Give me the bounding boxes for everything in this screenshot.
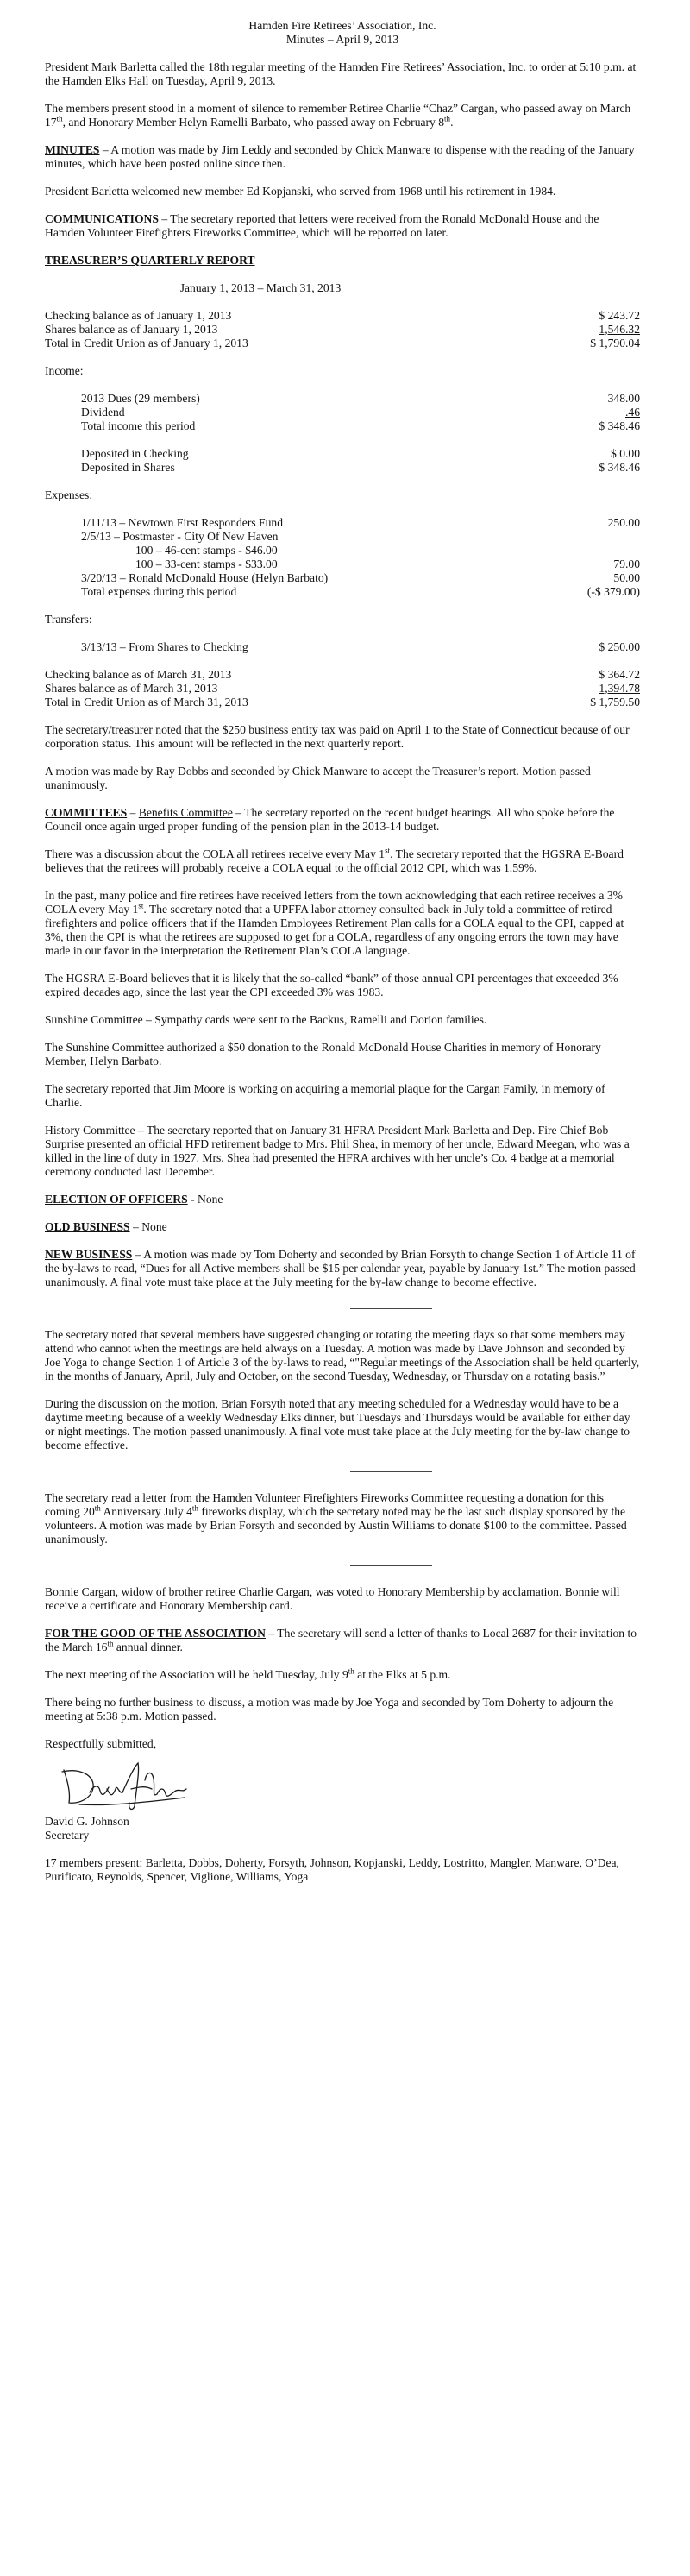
committees-paragraph: COMMITTEES – Benefits Committee – The secretary reported on the recent budget hearings. All who spoke before the Council once again urged proper funding of the pension plan in the 2013-14 budget.: [45, 806, 615, 833]
ledger-row: Checking balance as of January 1, 2013 $ 243.72: [45, 309, 640, 322]
new-business-paragraph: NEW BUSINESS – A motion was made by Tom Doherty and seconded by Brian Forsyth to change Section 1 of Article 11 of the by-laws to read, “Dues for all Active members shall be $15 per calendar year, payable by January 1st.” The motion passed unanimously. A final vote must take place at the July meeting for the by-law change to become effective.: [45, 1248, 636, 1288]
expenses-label: Expenses:: [45, 488, 93, 501]
transfers-label: Transfers:: [45, 613, 92, 626]
election-heading: ELECTION OF OFFICERS: [45, 1193, 188, 1206]
rotate-discussion-paragraph: During the discussion on the motion, Brian Forsyth noted that any meeting scheduled for a Wednesday would have to be a daytime meeting because of a weekly Wednesday Elks dinner, but Tuesdays and Thursdays would be available for either day or night meetings. The motion passed unanimously. A final vote must take place at the July meeting for the by-law change to become effective.: [45, 1397, 630, 1452]
plaque-paragraph: The secretary reported that Jim Moore is working on acquiring a memorial plaque for the Cargan Family, in memory of Charlie.: [45, 1082, 605, 1109]
ledger-row: Shares balance as of January 1, 2013 1,546.32: [45, 323, 640, 336]
opening-balances: [45, 309, 640, 350]
treasurer-heading: TREASURER’S QUARTERLY REPORT: [45, 254, 255, 267]
minutes-paragraph: MINUTES – A motion was made by Jim Leddy and seconded by Chick Manware to dispense with the reading of the January minutes, which have been posted online since then.: [45, 143, 635, 170]
ledger-row: 100 – 33-cent stamps - $33.00 79.00: [135, 557, 640, 570]
ledger-row: 1/11/13 – Newtown First Responders Fund 250.00: [81, 516, 640, 529]
ledger-row: Deposited in Shares $ 348.46: [81, 461, 640, 474]
opening-paragraph: President Mark Barletta called the 18th regular meeting of the Hamden Fire Retirees’ Association, Inc. to order at 5:10 p.m. at the Hamden Elks Hall on Tuesday, April 9, 2013.: [45, 60, 637, 87]
org-title: Hamden Fire Retirees’ Association, Inc.: [248, 19, 436, 32]
ledger-row: Shares balance as of March 31, 2013 1,394.78: [45, 682, 640, 695]
ledger-row: Total income this period $ 348.46: [81, 419, 640, 432]
welcome-paragraph: President Barletta welcomed new member Ed Kopjanski, who served from 1968 until his retirement in 1984.: [45, 185, 556, 198]
next-meeting-paragraph: The next meeting of the Association will be held Tuesday, July 9th at the Elks at 5 p.m.: [45, 1666, 451, 1681]
cola-paragraph-3: The HGSRA E-Board believes that it is likely that the so-called “bank” of those annual CPI percentages that exceeded 3% expired decades ago, since the last year the CPI exceeded 3% was 1983.: [45, 972, 618, 998]
ledger-row: 3/13/13 – From Shares to Checking $ 250.00: [81, 640, 640, 653]
rotate-paragraph: The secretary noted that several members have suggested changing or rotating the meeting days so that some members may attend who cannot when the meetings are held always on a Tuesday. A motion was made by Dave Johnson and seconded by Joe Yoga to change Section 1 of Article 3 of the by-laws to read, “"Regular meetings of the Association shall be held quarterly, in the months of January, April, July and October, on the second Tuesday, Wednesday, or Thursday on a rotating basis.”: [45, 1328, 640, 1382]
sunshine-paragraph-2: The Sunshine Committee authorized a $50 donation to the Ronald McDonald House Charities in memory of Honorary Member, Helyn Barbato.: [45, 1041, 601, 1068]
communications-paragraph: COMMUNICATIONS – The secretary reported that letters were received from the Ronald McDonald House and the Hamden Volunteer Firefighters Fireworks Committee, which will be reported on later.: [45, 212, 599, 239]
ledger-row: Deposited in Checking $ 0.00: [81, 447, 640, 460]
committees-heading: COMMITTEES: [45, 806, 128, 819]
silence-paragraph: The members present stood in a moment of silence to remember Retiree Charlie “Chaz” Cargan, who passed away on March 17th, and Honorary Member Helyn Ramelli Barbato, who passed away on February 8th.: [45, 102, 631, 129]
ledger-row: 3/20/13 – Ronald McDonald House (Helyn Barbato) 50.00: [81, 571, 640, 584]
income-label: Income:: [45, 364, 84, 377]
good-of-association-heading: FOR THE GOOD OF THE ASSOCIATION: [45, 1627, 266, 1640]
ledger-row: 2/5/13 – Postmaster - City Of New Haven: [81, 530, 279, 543]
ledger-row: Dividend .46: [81, 406, 640, 419]
ledger-row: Total in Credit Union as of March 31, 2013 $ 1,759.50: [45, 696, 640, 709]
ledger-row: Checking balance as of March 31, 2013 $ 364.72: [45, 668, 640, 681]
old-business-heading: OLD BUSINESS: [45, 1220, 130, 1233]
income-list: [45, 392, 640, 433]
new-business-heading: NEW BUSINESS: [45, 1248, 133, 1261]
minutes-heading: MINUTES: [45, 143, 100, 156]
respectfully-submitted: Respectfully submitted,: [45, 1737, 157, 1750]
honorary-paragraph: Bonnie Cargan, widow of brother retiree Charlie Cargan, was voted to Honorary Membership by acclamation. Bonnie will receive a certificate and Honorary Membership card.: [45, 1585, 620, 1612]
closing-balances: [45, 668, 640, 709]
good-of-association-paragraph: FOR THE GOOD OF THE ASSOCIATION – The secretary will send a letter of thanks to Local 2687 for their invitation to the March 16th annual dinner.: [45, 1627, 637, 1653]
handwritten-signature: [55, 1754, 193, 1815]
communications-heading: COMMUNICATIONS: [45, 212, 159, 225]
history-paragraph: History Committee – The secretary reported that on January 31 HFRA President Mark Barletta and Dep. Fire Chief Bob Surprise presented an official HFD retirement badge to Mrs. Phil Shea, in memory of her uncle, Edward Meegan, who was a killed in the line of duty in 1927. Mrs. Shea had presented the HFRA archives with her uncle’s Co. 4 badge at a memorial ceremony conducted last December.: [45, 1124, 630, 1178]
treasurer-motion: A motion was made by Ray Dobbs and seconded by Chick Manware to accept the Treasurer’s report. Motion passed unanimously.: [45, 765, 591, 791]
minutes-date: Minutes – April 9, 2013: [285, 33, 399, 46]
cola-paragraph-2: In the past, many police and fire retirees have received letters from the town acknowledging that each retiree receives a 3% COLA every May 1st. The secretary noted that a UPFFA labor attorney consulted back in July told a committee of retired firefighters and police officers that if the Hamden Employees Retirement Plan calls for a COLA equal to the CPI, capped at 3%, then the CPI is what the retirees are supposed to get for a COLA, regardless of any ongoing errors the town may have made in our favor in the interpretation the Retirement Plan’s COLA language.: [45, 889, 624, 957]
report-period: January 1, 2013 – March 31, 2013: [179, 281, 342, 294]
secretary-name: David G. Johnson: [45, 1815, 129, 1828]
adjourn-paragraph: There being no further business to discuss, a motion was made by Joe Yoga and seconded by Tom Doherty to adjourn the meeting at 5:38 p.m. Motion passed.: [45, 1696, 614, 1723]
ledger-row: Total expenses during this period (-$ 379.00): [81, 585, 640, 598]
attendance-paragraph: 17 members present: Barletta, Dobbs, Doherty, Forsyth, Johnson, Kopjanski, Leddy, Lostritto, Mangler, Manware, O’Dea, Purificato, Reynolds, Spencer, Viglione, Williams, Yoga: [45, 1856, 619, 1883]
expenses-list: [45, 516, 640, 599]
ledger-row: 100 – 46-cent stamps - $46.00: [135, 544, 278, 557]
sunshine-paragraph-1: Sunshine Committee – Sympathy cards were sent to the Backus, Ramelli and Dorion families.: [45, 1013, 487, 1026]
deposits-list: [45, 447, 640, 475]
ledger-row: Total in Credit Union as of January 1, 2013 $ 1,790.04: [45, 337, 640, 350]
secretary-role: Secretary: [45, 1829, 90, 1842]
old-business-paragraph: OLD BUSINESS – None: [45, 1220, 167, 1233]
fireworks-paragraph: The secretary read a letter from the Hamden Volunteer Firefighters Fireworks Committee requesting a donation for this coming 20th Anniversary July 4th fireworks display, which the secretary noted may be the last such display sponsored by the volunteers. A motion was made by Brian Forsyth and seconded by Austin Williams to donate $100 to the committee. Passed unanimously.: [45, 1491, 627, 1546]
cola-paragraph-1: There was a discussion about the COLA all retirees receive every May 1st. The secretary reported that the HGSRA E-Board believes that the retirees will probably receive a COLA equal to the official 2012 CPI, which was 1.59%.: [45, 846, 624, 874]
tax-note: The secretary/treasurer noted that the $250 business entity tax was paid on April 1 to the State of Connecticut because of our corporation status. This amount will be reflected in the next quarterly report.: [45, 723, 630, 750]
election-paragraph: ELECTION OF OFFICERS - None: [45, 1193, 223, 1206]
ledger-row: 2013 Dues (29 members) 348.00: [81, 392, 640, 405]
